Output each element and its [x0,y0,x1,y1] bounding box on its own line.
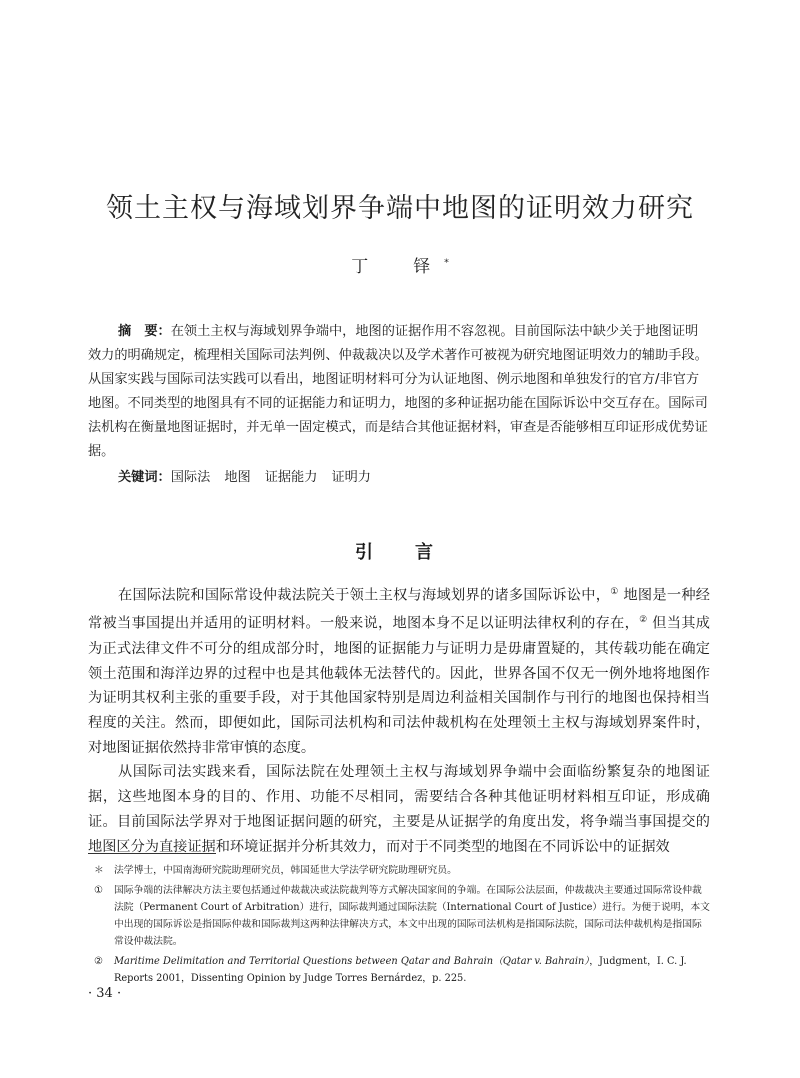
footnote-text: ，Judgment，I. C. J. Reports 2001，Dissenting Opinion by Judge Torres Bernárdez，p. 225. [114,956,687,984]
footnote-mark: ＊ [94,865,104,876]
footnote-text: 法学博士，中国南海研究院助理研究员，韩国延世大学法学研究院助理研究员。 [114,865,457,876]
keyword: 证明力 [331,470,371,485]
keywords-line [88,466,710,490]
body-text-span: 地图是一种经常被当事国提出并适用的证明材料。一般来说，地图本身不足以证明法律权利的存在， [88,587,710,633]
author-line [0,252,800,277]
section-heading: 引 言 [355,542,445,563]
footnote [88,953,710,987]
keyword: 国际法 [170,470,211,485]
body-text-span: 在国际法院和国际常设仲裁法院关于领土主权与海域划界的诸多国际诉讼中， [118,587,611,604]
page-number: · 34 · [88,986,122,1001]
body-paragraph-2: 从国际司法实践来看，国际法院在处理领土主权与海域划界争端中会面临纷繁复杂的地图证据，这些地图本身的目的、作用、功能不尽相同，需要结合各种其他证明材料相互印证，形成确证。目前国际法学界对于地图证据问题的研究，主要是从证据学的角度出发，将争端当事国提交的地图区分为直接证据和环境证据并分析其效力，而对于不同类型的地图在不同诉讼中的证据效 [88,764,710,855]
paper-title: 领土主权与海域划界争端中地图的证明效力研究 [106,193,694,224]
author-name: 丁 铎 [351,257,445,277]
footnote-ref-2: ② [639,615,648,626]
abstract-paragraph [88,320,710,464]
abstract-text: 在领土主权与海域划界争端中，地图的证据作用不容忽视。目前国际法中缺少关于地图证明效力的明确规定，梳理相关国际司法判例、仲裁裁决以及学术著作可被视为研究地图证明效力的辅助手段。从国家实践与国际司法实践可以看出，地图证明材料可分为认证地图、例示地图和单独发行的官方/非官方地图。不同类型的地图具有不同的证据能力和证明力，地图的多种证据功能在国际诉讼中交互存在。国际司法机构在衡量地图证据时，并无单一固定模式，而是结合其他证据材料，审查是否能够相互印证形成优势证据。 [88,324,708,459]
abstract-block [88,320,710,490]
keywords-label: 关键词： [118,470,171,485]
abstract-label: 摘 要： [118,324,171,339]
keyword: 证据能力 [264,470,318,485]
body-paragraph-1 [88,580,710,760]
footnote-separator [88,853,216,854]
keyword: 地图 [224,470,251,485]
footnote-ref-1: ① [610,587,619,597]
footnote [88,862,710,879]
body-text-span: 但当其成为正式法律文件不可分的组成部分时，地图的证据能力与证明力是毋庸置疑的，其传载功能在确定领土范围和海洋边界的过程中也是其他载体无法替代的。因此，世界各国不仅无一例外地将地图作为证明其权利主张的重要手段，对于其他国家特别是周边利益相关国制作与刊行的地图也保持相当程度的关注。然而，即便如此，国际司法机构和司法仲裁机构在处理领土主权与海域划界案件时，对地图证据依然持非常审慎的态度。 [88,616,710,756]
footnotes [88,862,710,990]
footnote-text: 国际争端的法律解决方法主要包括通过仲裁裁决或法院裁判等方式解决国家间的争端。在国际公法层面，仲裁裁决主要通过国际常设仲裁法院（Permanent Court of Arbitration）进行，国际裁判通过国际法院（International Court of Justice）进行。为便于说明，本文中出现的国际诉讼是指国际仲裁和国际裁判这两种法律解决方式，本文中出现的国际司法机构是指国际法院，国际司法仲裁机构是指国际常设仲裁法院。 [114,885,710,947]
body-text [88,580,710,859]
footnote-case-title: Maritime Delimitation and Territorial Questions between Qatar and Bahrain（Qatar v. Bahrain） [114,956,590,967]
author-footnote-mark: * [444,258,449,269]
footnote [88,882,710,950]
footnote-mark: ② [94,956,103,967]
footnote-mark: ① [94,885,103,896]
